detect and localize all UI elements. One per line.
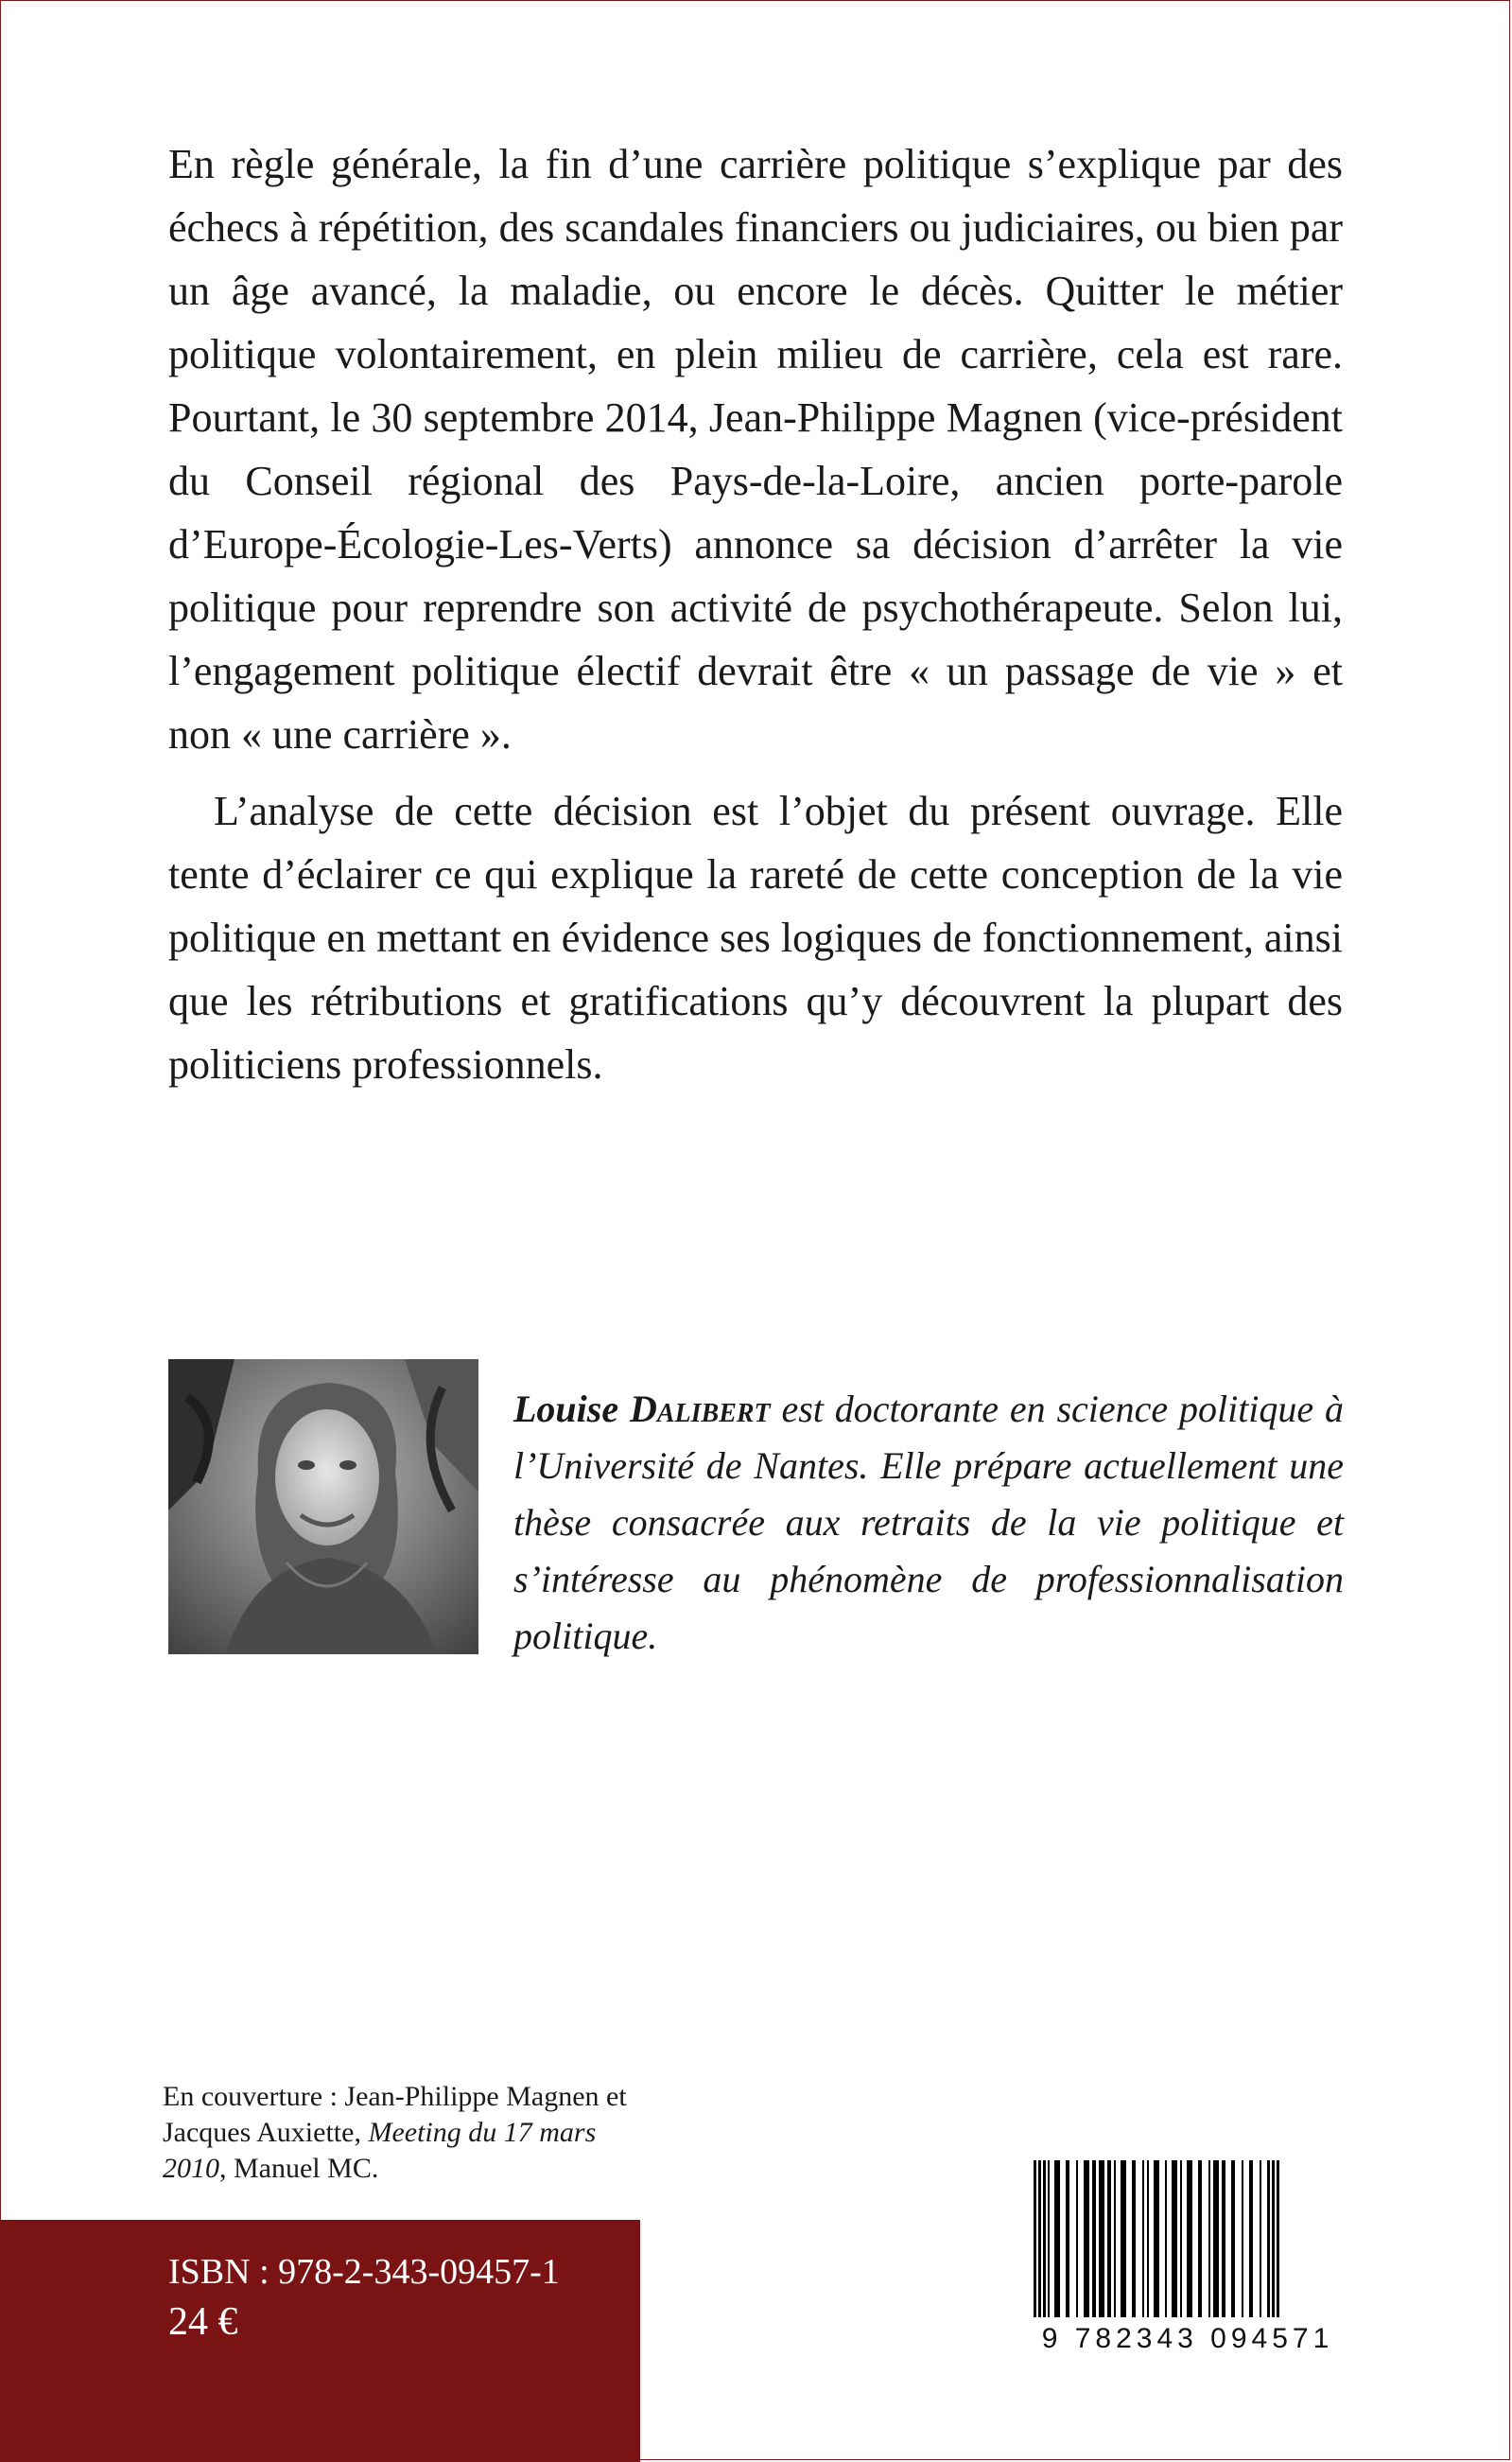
cover-credit bbox=[163, 2079, 654, 2187]
barcode-bar bbox=[1114, 2160, 1116, 2317]
barcode-bars bbox=[1030, 2158, 1346, 2319]
barcode-bar bbox=[1180, 2160, 1182, 2317]
barcode-bar bbox=[1038, 2160, 1041, 2317]
barcode-bar bbox=[1231, 2160, 1235, 2317]
barcode-bar bbox=[1154, 2160, 1159, 2317]
barcode-bar bbox=[1147, 2160, 1149, 2317]
barcode-bar bbox=[1198, 2160, 1202, 2317]
barcode-bar bbox=[1277, 2160, 1279, 2317]
summary-paragraph-2: L’analyse de cette décision est l’objet du présent ouvrage. Elle tente d’éclairer ce qui explique la rareté de cette conception de la vie politique en mettant en évidence ses logiques de fonctionnement, ainsi que les rétributions et gratifications qu’y découvrent la plupart des politiciens professionnels. bbox=[168, 788, 1343, 1088]
barcode bbox=[1030, 2158, 1346, 2319]
summary-paragraph-1: En règle générale, la fin d’une carrière politique s’explique par des échecs à répétition, des scandales financiers ou judiciaires, ou bien par un âge avancé, la maladie, ou encore le décès. Quitter le métier politique volontairement, en plein milieu de carrière, cela est rare. Pourtant, le 30 septembre 2014, Jean-Philippe Magnen (vice-président du Conseil régional des Pays-de-la-Loire, ancien porte-parole d’Europe-Écologie-Les-Verts) annonce sa décision d’arrêter la vie politique pour reprendre son activité de psychothérapeute. Selon lui, l’engagement politique électif devrait être « un passage de vie » et non « une carrière ». bbox=[168, 141, 1343, 758]
author-bio bbox=[513, 1381, 1344, 1665]
barcode-digits: 9 782343 094571 bbox=[1041, 2323, 1334, 2354]
author-photo bbox=[168, 1359, 478, 1654]
barcode-bar bbox=[1121, 2160, 1126, 2317]
barcode-bar bbox=[1034, 2160, 1036, 2317]
barcode-bar bbox=[1260, 2160, 1261, 2317]
barcode-bar bbox=[1187, 2160, 1192, 2317]
isbn-label: ISBN : 978-2-343-09457-1 bbox=[168, 2252, 560, 2292]
cover-credit-prefix: En couverture : Jean-Philippe Magnen et Jacques Auxiette, bbox=[163, 2081, 627, 2148]
barcode-bar bbox=[1043, 2160, 1046, 2317]
barcode-bar bbox=[1213, 2160, 1219, 2317]
barcode-bar bbox=[1048, 2160, 1050, 2317]
barcode-bar bbox=[1107, 2160, 1111, 2317]
author-bio-text: est doctorante en science politique à l’Université de Nantes. Elle prépare actuellement une thèse consacrée aux retraits de la vie politique et s’intéresse au phénomène de professionnalisation politique. bbox=[513, 1388, 1345, 1657]
barcode-bar bbox=[1092, 2160, 1096, 2317]
barcode-bar bbox=[1142, 2160, 1144, 2317]
author-first-name: Louise bbox=[513, 1388, 619, 1430]
price-label: 24 € bbox=[168, 2300, 238, 2344]
barcode-bar bbox=[1066, 2160, 1069, 2317]
barcode-bar bbox=[1076, 2160, 1078, 2317]
barcode-bar bbox=[1208, 2160, 1210, 2317]
barcode-bar bbox=[1099, 2160, 1104, 2317]
barcode-bar bbox=[1249, 2160, 1253, 2317]
barcode-bar bbox=[1272, 2160, 1275, 2317]
author-name bbox=[513, 1388, 771, 1430]
barcode-bar bbox=[1172, 2160, 1177, 2317]
barcode-bar bbox=[1242, 2160, 1243, 2317]
cover-credit-suffix: , Manuel MC. bbox=[219, 2153, 379, 2184]
barcode-bar bbox=[1222, 2160, 1225, 2317]
author-portrait-image bbox=[168, 1359, 478, 1654]
cover-credit-work: Meeting du 17 mars 2010 bbox=[163, 2117, 597, 2184]
barcode-bar bbox=[1132, 2160, 1136, 2317]
author-last-name: Dalibert bbox=[629, 1388, 771, 1430]
barcode-bar bbox=[1084, 2160, 1089, 2317]
barcode-bar bbox=[1267, 2160, 1270, 2317]
barcode-bar bbox=[1165, 2160, 1167, 2317]
back-cover-summary bbox=[168, 132, 1343, 1096]
barcode-bar bbox=[1054, 2160, 1060, 2317]
